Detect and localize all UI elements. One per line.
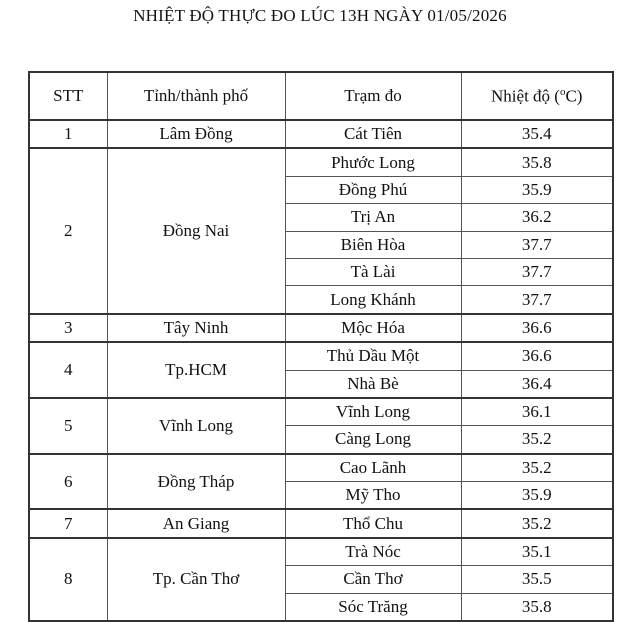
temperature-cell: 36.2 (461, 204, 613, 231)
temperature-cell: 35.5 (461, 566, 613, 593)
province-cell: Đồng Nai (107, 148, 285, 313)
header-stt: STT (29, 72, 107, 120)
province-cell: An Giang (107, 509, 285, 537)
station-cell: Cao Lãnh (285, 454, 461, 482)
temperature-table (28, 71, 614, 622)
temperature-cell: 36.1 (461, 398, 613, 426)
temperature-cell: 36.6 (461, 342, 613, 370)
station-cell: Cần Thơ (285, 566, 461, 593)
table-row (29, 342, 613, 370)
temperature-cell: 35.2 (461, 426, 613, 454)
stt-cell: 3 (29, 314, 107, 342)
station-cell: Tà Lài (285, 258, 461, 285)
stt-cell: 8 (29, 538, 107, 621)
station-cell: Sóc Trăng (285, 593, 461, 621)
header-station: Trạm đo (285, 72, 461, 120)
header-temperature-prefix: Nhiệt độ ( (491, 86, 560, 106)
temperature-cell: 35.2 (461, 454, 613, 482)
province-cell: Tây Ninh (107, 314, 285, 342)
table-row (29, 538, 613, 566)
station-cell: Thủ Dầu Một (285, 342, 461, 370)
temperature-cell: 37.7 (461, 286, 613, 314)
station-cell: Cát Tiên (285, 120, 461, 148)
temperature-cell: 37.7 (461, 231, 613, 258)
header-province: Tỉnh/thành phố (107, 72, 285, 120)
header-temperature-degree: o (559, 85, 566, 98)
station-cell: Nhà Bè (285, 370, 461, 398)
table-row (29, 454, 613, 482)
table-row (29, 398, 613, 426)
stt-cell: 6 (29, 454, 107, 510)
table-row (29, 509, 613, 537)
station-cell: Long Khánh (285, 286, 461, 314)
header-temperature (461, 72, 613, 120)
stt-cell: 2 (29, 148, 107, 313)
province-cell: Lâm Đồng (107, 120, 285, 148)
temperature-cell: 36.4 (461, 370, 613, 398)
table-row (29, 148, 613, 176)
header-temperature-suffix: C) (565, 86, 583, 106)
province-cell: Tp.HCM (107, 342, 285, 398)
page-title: NHIỆT ĐỘ THỰC ĐO LÚC 13H NGÀY 01/05/2026 (133, 6, 507, 25)
station-cell: Thổ Chu (285, 509, 461, 537)
table-body (29, 120, 613, 621)
station-cell: Đồng Phú (285, 176, 461, 203)
temperature-cell: 37.7 (461, 258, 613, 285)
station-cell: Mộc Hóa (285, 314, 461, 342)
table-row (29, 314, 613, 342)
temperature-cell: 35.8 (461, 148, 613, 176)
station-cell: Phước Long (285, 148, 461, 176)
temperature-cell: 35.9 (461, 176, 613, 203)
station-cell: Trị An (285, 204, 461, 231)
stt-cell: 5 (29, 398, 107, 454)
temperature-cell: 35.8 (461, 593, 613, 621)
province-cell: Vĩnh Long (107, 398, 285, 454)
stt-cell: 1 (29, 120, 107, 148)
station-cell: Càng Long (285, 426, 461, 454)
table-header-row (29, 72, 613, 120)
temperature-cell: 35.1 (461, 538, 613, 566)
temperature-cell: 35.9 (461, 482, 613, 510)
station-cell: Biên Hòa (285, 231, 461, 258)
temperature-cell: 35.4 (461, 120, 613, 148)
station-cell: Mỹ Tho (285, 482, 461, 510)
temperature-cell: 35.2 (461, 509, 613, 537)
province-cell: Đồng Tháp (107, 454, 285, 510)
stt-cell: 7 (29, 509, 107, 537)
temperature-cell: 36.6 (461, 314, 613, 342)
province-cell: Tp. Cần Thơ (107, 538, 285, 621)
station-cell: Trà Nóc (285, 538, 461, 566)
table-row (29, 120, 613, 148)
station-cell: Vĩnh Long (285, 398, 461, 426)
stt-cell: 4 (29, 342, 107, 398)
